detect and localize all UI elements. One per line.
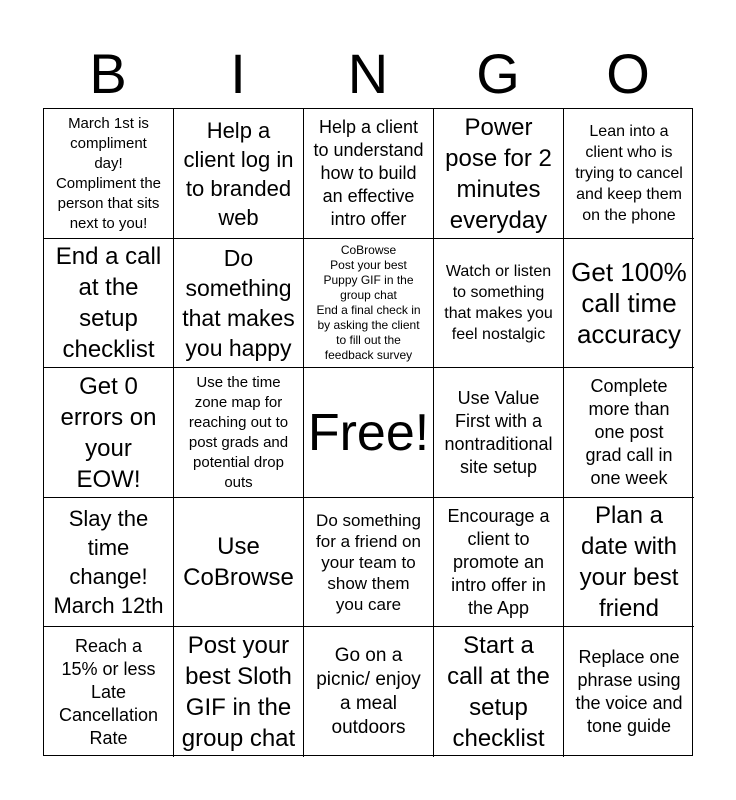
header-letter-g: G	[476, 42, 520, 105]
bingo-cell-o5	[564, 627, 694, 757]
cell-text: Lean into a client who is trying to cancel and keep them on the phone	[575, 123, 683, 224]
bingo-cell-o3	[564, 368, 694, 498]
cell-text: Go on a picnic/ enjoy a meal outdoors	[316, 645, 421, 738]
bingo-header	[43, 40, 693, 108]
cell-text: Get 100% call time accuracy	[571, 256, 687, 349]
cell-text: Do something that makes you happy	[182, 245, 295, 361]
cell-text: End a call at the setup checklist	[55, 243, 162, 363]
bingo-cell-i1	[174, 109, 304, 239]
header-letter-n: N	[347, 42, 389, 105]
header-letter-b: B	[89, 42, 127, 105]
cell-text: Start a call at the setup checklist	[447, 632, 550, 752]
cell-text: Free!	[307, 403, 430, 462]
cell-text: Use CoBrowse	[183, 533, 294, 591]
bingo-cell-g5	[434, 627, 564, 757]
bingo-cell-o2	[564, 239, 694, 368]
bingo-cell-b4	[44, 498, 174, 627]
bingo-cell-o4	[564, 498, 694, 627]
bingo-cell-n1	[304, 109, 434, 239]
cell-text: March 1st is compliment day! Compliment the person that sits next to you!	[55, 114, 162, 232]
bingo-cell-g4	[434, 498, 564, 627]
bingo-cell-n5	[304, 627, 434, 757]
bingo-cell-i3	[174, 368, 304, 498]
cell-text: Slay the time change! March 12th	[53, 506, 164, 618]
cell-text: Plan a date with your best friend	[579, 502, 679, 622]
cell-text: Reach a 15% or less Late Cancellation Rate	[58, 635, 159, 748]
cell-text: Help a client log in to branded web	[183, 117, 294, 230]
bingo-cell-b1	[44, 109, 174, 239]
bingo-cell-b5	[44, 627, 174, 757]
cell-text: Complete more than one post grad call in one week	[585, 376, 673, 488]
header-letter-o: O	[606, 42, 650, 105]
cell-text: Get 0 errors on your EOW!	[60, 372, 157, 493]
bingo-cell-b3	[44, 368, 174, 498]
bingo-cell-i4	[174, 498, 304, 627]
cell-text: Use the time zone map for reaching out to post grads and potential drop outs	[188, 373, 289, 491]
header-letter-i: I	[230, 42, 246, 105]
bingo-cell-free	[304, 368, 434, 498]
cell-text: Post your best Sloth GIF in the group chat	[181, 632, 296, 752]
cell-text: Do something for a friend on your team to show them you care	[316, 510, 421, 614]
cell-text: Replace one phrase using the voice and tone guide	[575, 647, 683, 736]
cell-text: Help a client to understand how to build an effective intro offer	[313, 117, 424, 229]
bingo-cell-i2	[174, 239, 304, 368]
cell-text: Encourage a client to promote an intro offer in the App	[447, 505, 550, 618]
cell-text: Use Value First with a nontraditional site setup	[444, 387, 553, 477]
cell-text: Power pose for 2 minutes everyday	[445, 113, 552, 234]
bingo-board	[43, 108, 693, 756]
bingo-cell-b2	[44, 239, 174, 368]
bingo-cell-i5	[174, 627, 304, 757]
bingo-cell-o1	[564, 109, 694, 239]
bingo-cell-g1	[434, 109, 564, 239]
bingo-cell-g3	[434, 368, 564, 498]
bingo-cell-n2	[304, 239, 434, 368]
bingo-cell-g2	[434, 239, 564, 368]
cell-text: Watch or listen to something that makes you feel nostalgic	[444, 263, 553, 343]
bingo-cell-n4	[304, 498, 434, 627]
cell-text: CoBrowse Post your best Puppy GIF in the group chat End a final check in by asking the client to fill out the feedback survey	[316, 243, 421, 362]
